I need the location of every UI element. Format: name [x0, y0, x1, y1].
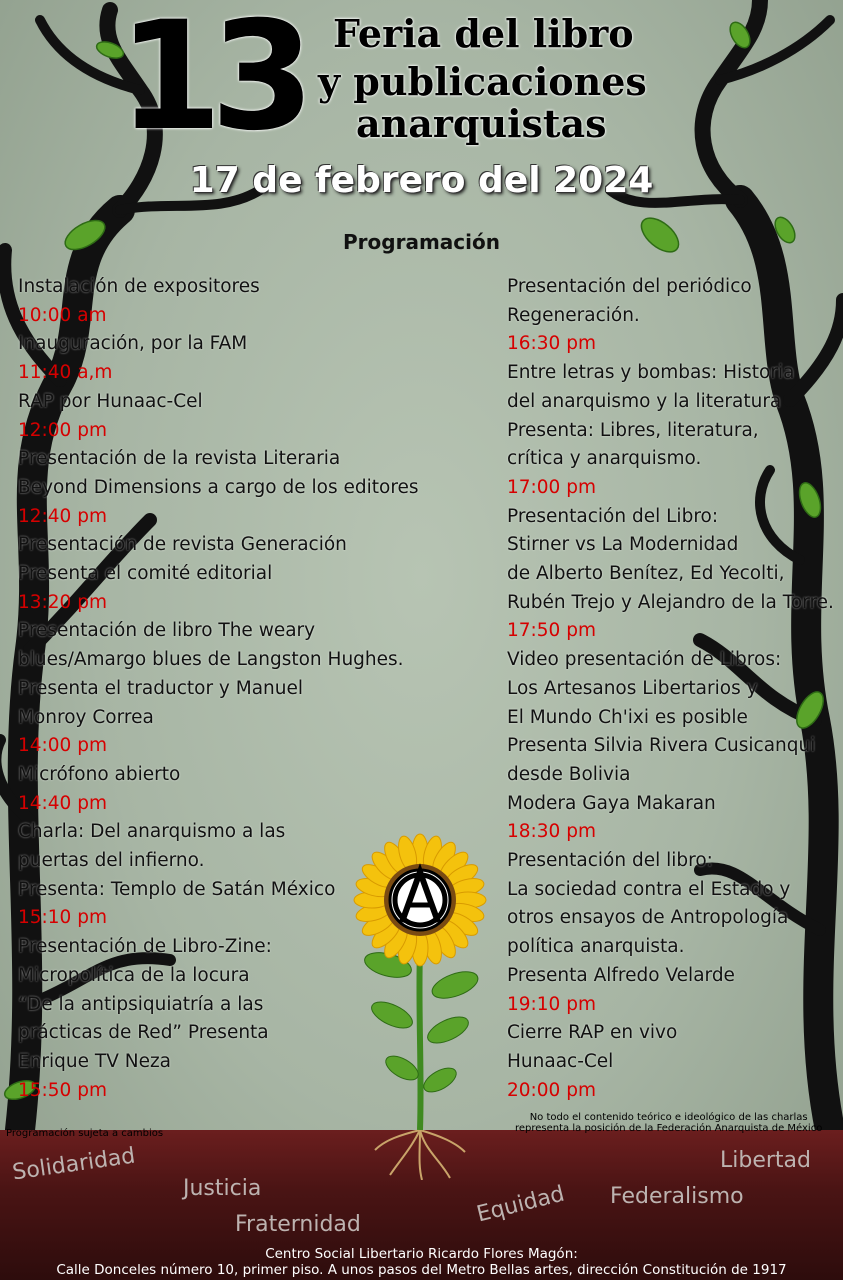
title-line-2: y publicaciones — [318, 59, 647, 104]
schedule-event-line: Charla: Del anarquismo a las — [18, 821, 286, 843]
schedule-right-column — [507, 273, 834, 1105]
venue-name: Centro Social Libertario Ricardo Flores Magón: — [265, 1246, 578, 1262]
content-disclaimer-line-2: representa la posición de la Federación Anarquista de México — [515, 1123, 823, 1134]
word-fraternidad: Fraternidad — [235, 1212, 361, 1237]
schedule-event-line: Presentación de revista Generación — [18, 534, 347, 556]
schedule-time: 16:30 pm — [507, 333, 596, 355]
schedule-event-line: otros ensayos de Antropología — [507, 907, 789, 929]
schedule-time: 11:40 a,m — [18, 362, 113, 384]
schedule-event-line: Inauguración, por la FAM — [18, 333, 248, 355]
schedule-event-line: Presentación de libro The weary — [18, 620, 316, 642]
schedule-event-line: Presenta Alfredo Velarde — [507, 964, 735, 986]
schedule-event-line: Presentación del libro: — [507, 850, 713, 872]
schedule-event-line: crítica y anarquismo. — [507, 448, 702, 470]
schedule-event-line: prácticas de Red” Presenta — [18, 1022, 269, 1044]
schedule-event-line: Presenta el comité editorial — [18, 563, 273, 585]
schedule-event-line: Presenta Silvia Rivera Cusicanqui — [507, 735, 816, 757]
schedule-event-line: Monroy Correa — [18, 706, 154, 728]
schedule-event-line: Regeneración. — [507, 304, 640, 326]
schedule-time: 20:00 pm — [507, 1079, 596, 1101]
schedule-event-line: Presenta: Templo de Satán México — [18, 878, 336, 900]
schedule-event-line: Presentación del Libro: — [507, 505, 719, 527]
schedule-event-line: de Alberto Benítez, Ed Yecolti, — [507, 563, 785, 585]
word-libertad: Libertad — [720, 1148, 811, 1173]
schedule-time: 10:00 am — [18, 304, 107, 326]
schedule-event-line: política anarquista. — [507, 936, 685, 958]
word-solidaridad: Solidaridad — [10, 1143, 137, 1186]
sunflower-illustration — [330, 830, 510, 1180]
schedule-event-line: puertas del infierno. — [18, 850, 205, 872]
schedule-time: 17:00 pm — [507, 476, 596, 498]
schedule-event-line: Video presentación de Libros: — [507, 649, 782, 671]
schedule-time: 17:50 pm — [507, 620, 596, 642]
schedule-event-line: Hunaac-Cel — [507, 1050, 614, 1072]
word-federalismo: Federalismo — [610, 1184, 744, 1209]
schedule-event-line: blues/Amargo blues de Langston Hughes. — [18, 649, 404, 671]
schedule-event-line: Micropolítica de la locura — [18, 964, 250, 986]
schedule-event-line: Enrique TV Neza — [18, 1050, 171, 1072]
content-disclaimer — [515, 1112, 822, 1134]
schedule-time: 14:40 pm — [18, 792, 107, 814]
schedule-event-line: “De la antipsiquiatría a las — [18, 993, 264, 1015]
schedule-time: 15:10 pm — [18, 907, 107, 929]
content-disclaimer-line-1: No todo el contenido teórico e ideológico de las charlas — [529, 1112, 808, 1123]
schedule-event-line: La sociedad contra el Estado y — [507, 878, 791, 900]
word-equidad: Equidad — [474, 1181, 568, 1228]
schedule-time: 18:30 pm — [507, 821, 596, 843]
title-line-3: anarquistas — [356, 101, 607, 146]
schedule-event-line: Presentación del periódico — [507, 276, 752, 297]
schedule-event-line: Cierre RAP en vivo — [507, 1022, 678, 1044]
schedule-disclaimer: Programación sujeta a cambios — [6, 1128, 164, 1139]
schedule-time: 14:00 pm — [18, 735, 107, 757]
schedule-event-line: Instalación de expositores — [18, 276, 260, 297]
schedule-event-line: Stirner vs La Modernidad — [507, 534, 739, 556]
title-line-1: Feria del libro — [333, 11, 634, 56]
schedule-event-line: Beyond Dimensions a cargo de los editores — [18, 476, 419, 498]
schedule-event-line: Los Artesanos Libertarios y — [507, 677, 758, 699]
schedule-event-line: Presentación de la revista Literaria — [18, 448, 341, 470]
schedule-event-line: Presentación de Libro-Zine: — [18, 936, 272, 958]
schedule-event-line: El Mundo Ch'ixi es posible — [507, 706, 748, 728]
schedule-event-line: del anarquismo y la literatura — [507, 390, 782, 412]
edition-number: 13 — [118, 0, 303, 164]
schedule-event-line: Micrófono abierto — [18, 763, 181, 785]
schedule-event-line: desde Bolivia — [507, 763, 631, 785]
word-justicia: Justicia — [183, 1176, 262, 1201]
schedule-event-line: Modera Gaya Makaran — [507, 792, 716, 814]
schedule-event-line: Presenta el traductor y Manuel — [18, 677, 304, 699]
schedule-time: 15:50 pm — [18, 1079, 107, 1101]
schedule-time: 12:00 pm — [18, 419, 107, 441]
schedule-time: 12:40 pm — [18, 505, 107, 527]
schedule-event-line: RAP por Hunaac-Cel — [18, 390, 203, 412]
event-date: 17 de febrero del 2024 — [189, 160, 654, 201]
schedule-time: 19:10 pm — [507, 993, 596, 1015]
schedule-event-line: Entre letras y bombas: Historia — [507, 362, 795, 384]
section-title: Programación — [343, 230, 500, 254]
schedule-time: 13:20 pm — [18, 591, 107, 613]
venue-address: Calle Donceles número 10, primer piso. A unos pasos del Metro Bellas artes, dirección Constitución de 1917 — [56, 1262, 787, 1278]
schedule-event-line: Presenta: Libres, literatura, — [507, 419, 759, 441]
schedule-event-line: Rubén Trejo y Alejandro de la Torre. — [507, 591, 834, 613]
